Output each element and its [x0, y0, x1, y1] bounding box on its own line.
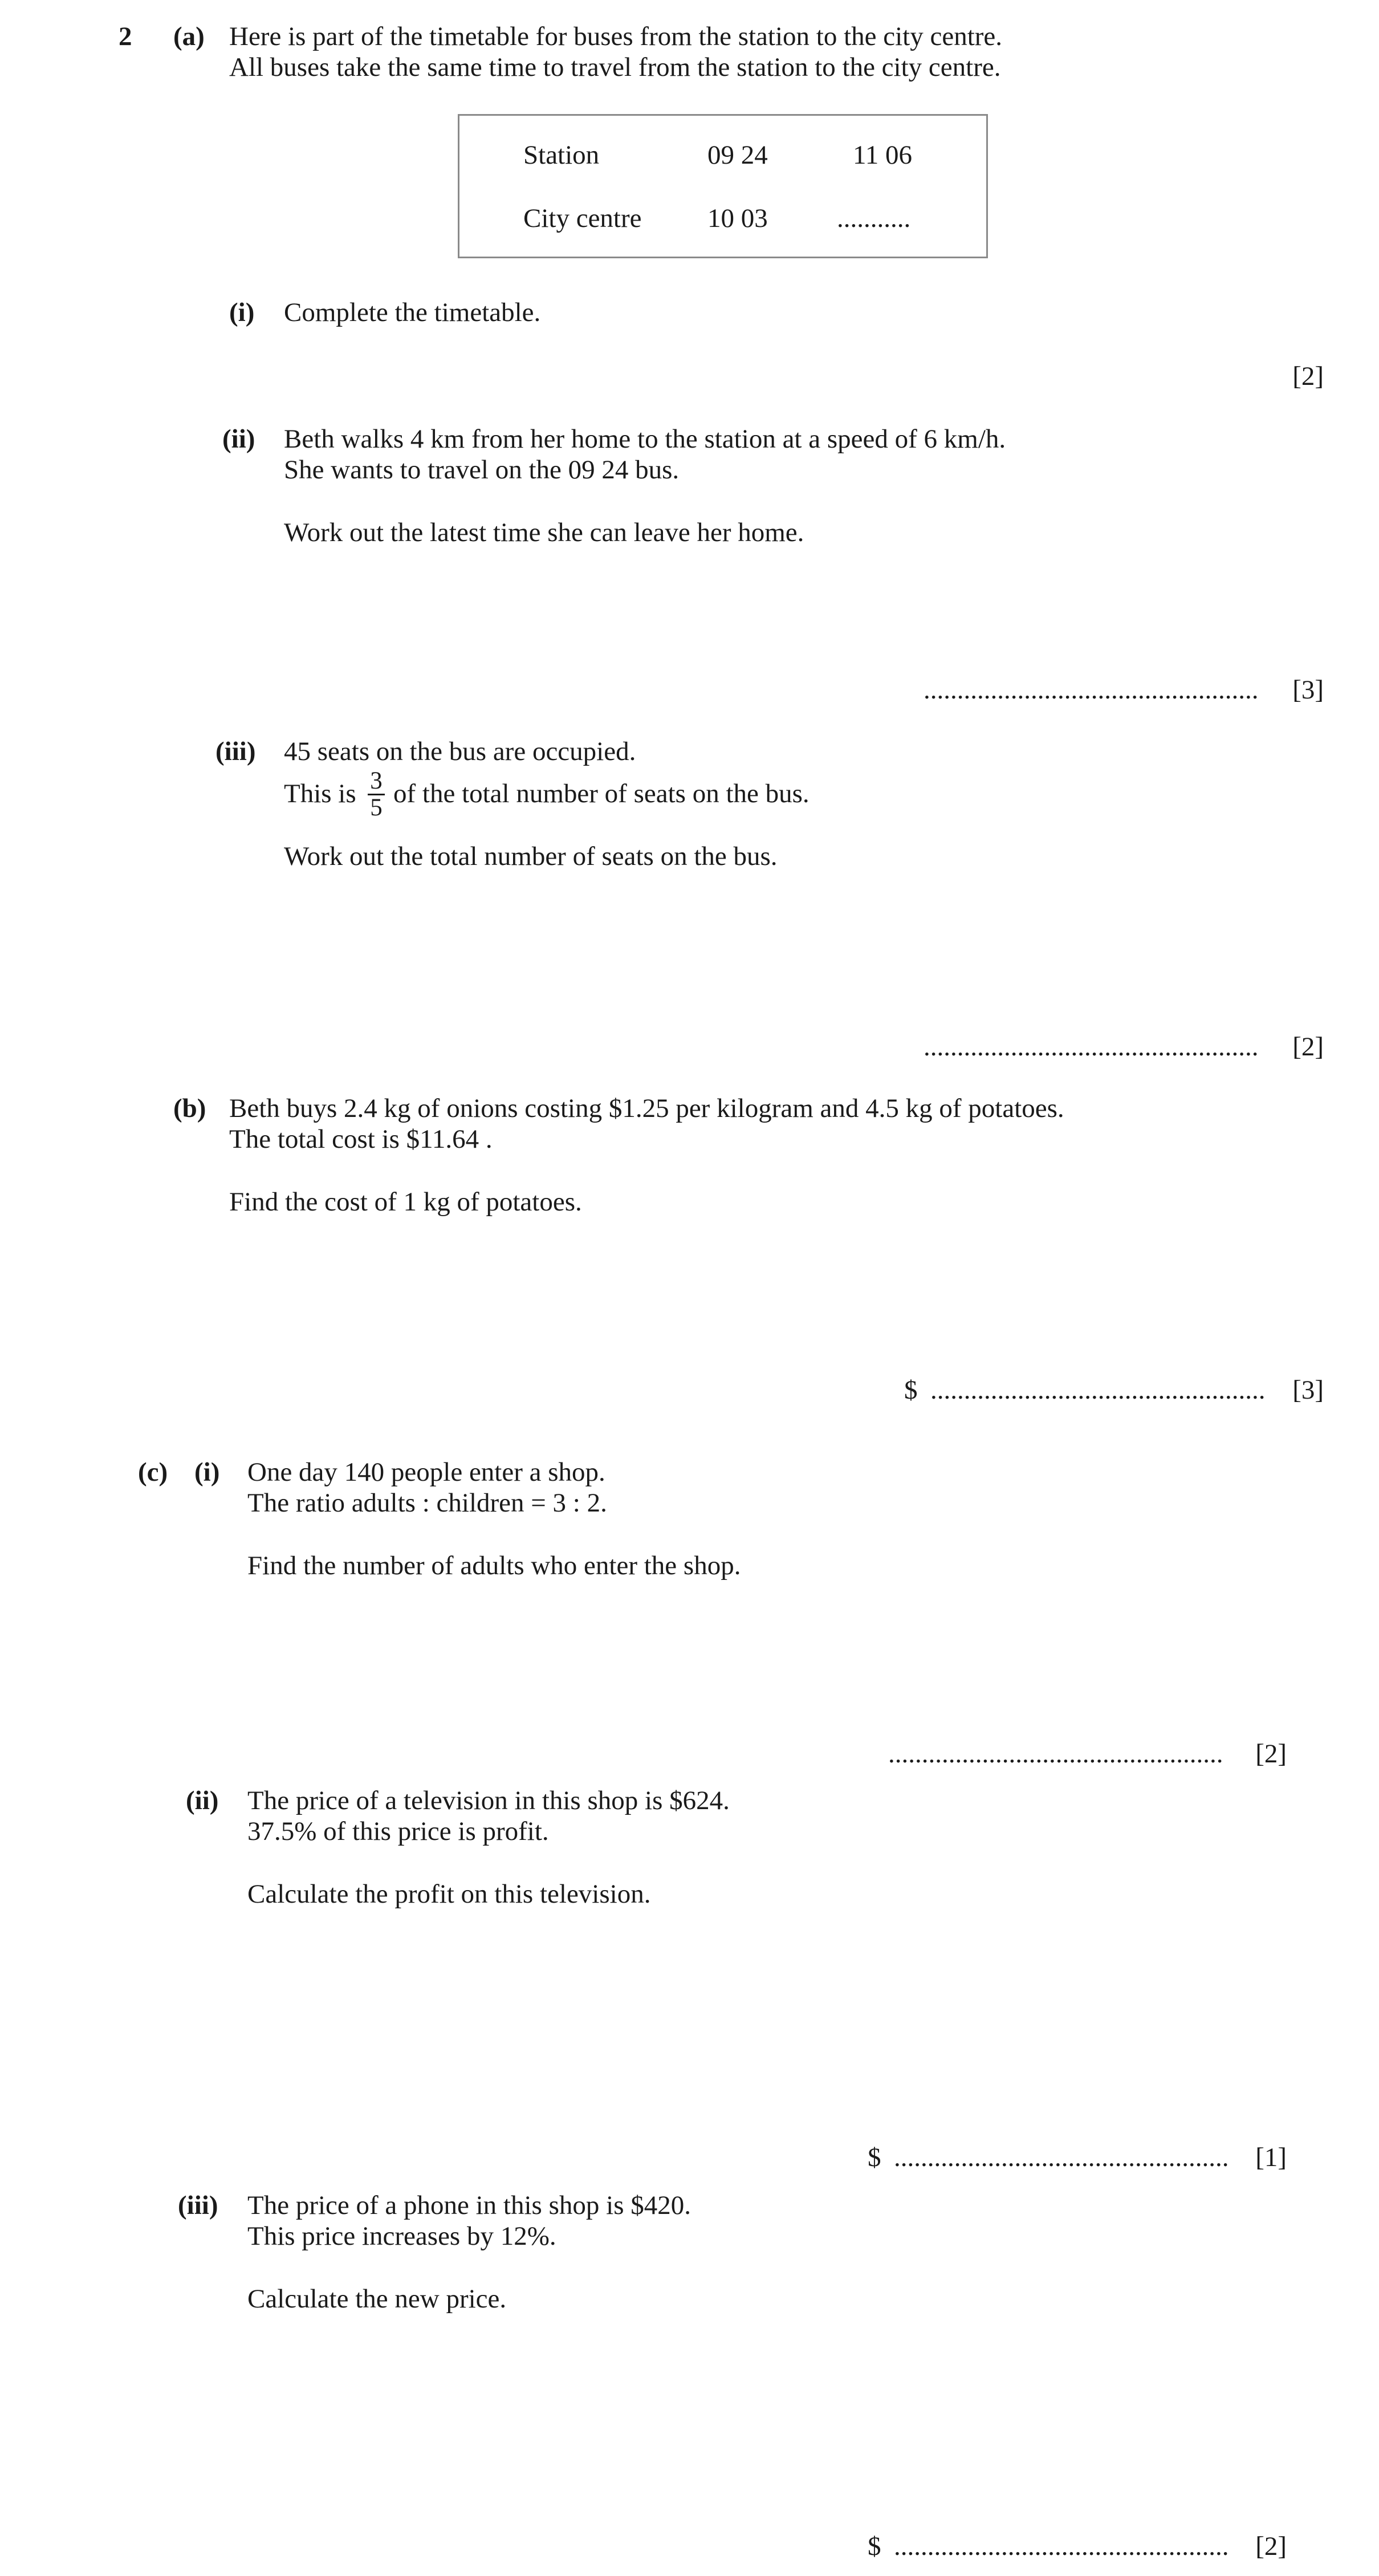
- question-number: 2: [119, 22, 132, 51]
- part-c-i-marks: [2]: [1255, 1739, 1287, 1769]
- part-a-iii-marks: [2]: [1292, 1032, 1324, 1062]
- part-c-ii-label: (ii): [186, 1786, 219, 1815]
- part-c-iii-answer-line[interactable]: ..................................................: [894, 2532, 1229, 2561]
- part-b-line1: Beth buys 2.4 kg of onions costing $1.25 per kilogram and 4.5 kg of potatoes.: [229, 1094, 1064, 1123]
- fraction-three-fifths: [367, 769, 386, 820]
- part-a-i-text: Complete the timetable.: [284, 298, 541, 327]
- part-a-ii-marks: [3]: [1292, 675, 1324, 705]
- part-c-i-line1: One day 140 people enter a shop.: [247, 1457, 605, 1487]
- part-a-i-marks: [2]: [1292, 361, 1324, 391]
- part-c-iii-marks: [2]: [1255, 2532, 1287, 2561]
- part-a-ii-line3: Work out the latest time she can leave her home.: [284, 518, 804, 547]
- part-c-iii-line2: This price increases by 12%.: [247, 2221, 556, 2251]
- part-b-answer-line[interactable]: ..................................................: [930, 1375, 1266, 1405]
- fraction-numerator: 3: [368, 769, 385, 795]
- part-a-ii-line2: She wants to travel on the 09 24 bus.: [284, 455, 680, 485]
- fraction-denominator: 5: [370, 794, 383, 821]
- part-c-i-answer-line[interactable]: ..................................................: [888, 1739, 1223, 1769]
- part-a-ii-label: (ii): [222, 424, 255, 454]
- timetable-box: [458, 114, 988, 258]
- part-c-iii-line1: The price of a phone in this shop is $420.: [247, 2191, 691, 2220]
- part-b-line2: The total cost is $11.64 .: [229, 1124, 493, 1154]
- part-c-i-line2: The ratio adults : children = 3 : 2.: [247, 1488, 607, 1518]
- part-a-label: (a): [173, 22, 205, 51]
- part-c-ii-line2: 37.5% of this price is profit.: [247, 1817, 549, 1846]
- part-a-iii-line1: 45 seats on the bus are occupied.: [284, 737, 636, 766]
- timetable-answer-blank[interactable]: ...........: [837, 204, 911, 233]
- part-a-iii-answer-line[interactable]: ..................................................: [924, 1032, 1259, 1062]
- part-a-iii-label: (iii): [215, 737, 256, 766]
- part-c-i-label: (i): [194, 1457, 220, 1487]
- timetable-place-station: Station: [523, 140, 600, 170]
- part-a-ii-line1: Beth walks 4 km from her home to the station at a speed of 6 km/h.: [284, 424, 1006, 454]
- part-c-ii-line3: Calculate the profit on this television.: [247, 1879, 651, 1909]
- part-c-iii-line3: Calculate the new price.: [247, 2284, 507, 2314]
- part-b-label: (b): [173, 1094, 206, 1123]
- part-b-currency: $: [904, 1375, 918, 1405]
- part-c-iii-currency: $: [868, 2532, 881, 2561]
- part-a-intro-line1: Here is part of the timetable for buses from the station to the city centre.: [229, 22, 1003, 51]
- part-a-iii-line2-post: of the total number of seats on the bus.: [393, 779, 809, 808]
- part-a-ii-answer-line[interactable]: ..................................................: [924, 675, 1259, 705]
- part-c-ii-currency: $: [868, 2143, 881, 2172]
- part-c-i-line3: Find the number of adults who enter the shop.: [247, 1551, 741, 1580]
- timetable-place-city-centre: City centre: [523, 204, 642, 233]
- part-c-ii-answer-line[interactable]: ..................................................: [894, 2143, 1229, 2172]
- part-c-label: (c): [138, 1457, 168, 1487]
- timetable-time-station-2: 11 06: [853, 140, 913, 170]
- part-b-marks: [3]: [1292, 1375, 1324, 1405]
- timetable-time-city-1: 10 03: [707, 204, 768, 233]
- timetable-time-station-1: 09 24: [707, 140, 768, 170]
- part-a-iii-line3: Work out the total number of seats on the bus.: [284, 842, 778, 871]
- part-c-ii-line1: The price of a television in this shop is $624.: [247, 1786, 730, 1815]
- part-a-iii-line2-pre: This is: [284, 779, 356, 808]
- part-a-intro-line2: All buses take the same time to travel from the station to the city centre.: [229, 52, 1001, 82]
- part-c-iii-label: (iii): [178, 2191, 218, 2220]
- part-c-ii-marks: [1]: [1255, 2143, 1287, 2172]
- part-b-line3: Find the cost of 1 kg of potatoes.: [229, 1187, 582, 1217]
- part-a-i-label: (i): [229, 298, 255, 327]
